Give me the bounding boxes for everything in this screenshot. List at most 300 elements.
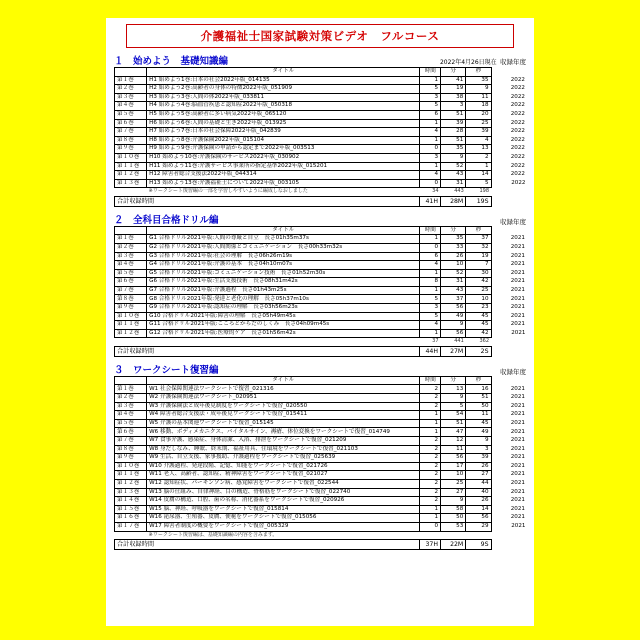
episode-year: 2021 — [510, 514, 525, 521]
note-hours — [420, 531, 441, 539]
total-row — [115, 346, 526, 356]
episode-table — [114, 376, 526, 550]
episode-year: 2021 — [510, 295, 525, 302]
episode-title: H13 始めよう13巻:介護福祉士について2022年版_003105 — [147, 179, 420, 188]
section-heading — [114, 214, 526, 226]
episode-hours: 5 — [420, 295, 441, 304]
note-row — [115, 531, 526, 539]
episode-title: W8 身だしなみ、睡眠、終末期、福祉用具、住環境をワークシートで復習_021103 — [147, 445, 420, 454]
episode-seconds: 23 — [466, 304, 491, 313]
note-minutes: 441 — [454, 338, 464, 345]
episode-seconds: 42 — [466, 278, 491, 287]
episode-minutes: 51 — [441, 419, 466, 428]
table-row — [115, 295, 526, 304]
episode-minutes: 41 — [441, 76, 466, 85]
episode-hours: 5 — [420, 85, 441, 94]
episode-hours: 1 — [420, 419, 441, 428]
episode-hours: 2 — [420, 402, 441, 411]
table-row — [115, 153, 526, 162]
episode-seconds: 18 — [466, 102, 491, 111]
episode-year: 2022 — [510, 145, 525, 152]
episode-seconds: 1 — [466, 162, 491, 171]
episode-minutes: 38 — [441, 93, 466, 102]
episode-seconds: 14 — [466, 171, 491, 180]
episode-minutes: 47 — [441, 428, 466, 437]
episode-hours: 2 — [420, 471, 441, 480]
episode-minutes: 35 — [441, 145, 466, 154]
episode-title: G1 合格ドリル2021年版:人間の尊厳と自立 長さ01h35m37s — [147, 235, 420, 244]
episode-seconds: 51 — [466, 394, 491, 403]
episode-number: 第５巻 — [115, 419, 147, 428]
episode-number: 第５巻 — [115, 269, 147, 278]
table-row — [115, 428, 526, 437]
episode-title: W3 介護保険法と成年後見制度をワークシートで復習_020550 — [147, 402, 420, 411]
total-label: 合計収録時間 — [115, 196, 420, 206]
episode-minutes: 33 — [441, 243, 466, 252]
episode-hours: 1 — [420, 286, 441, 295]
section-heading — [114, 364, 526, 376]
note-text: ※ワークシート復習編の一部を学習しやすいように編成しなおしました — [148, 188, 308, 195]
episode-minutes: 10 — [441, 471, 466, 480]
episode-number: 第７巻 — [115, 437, 147, 446]
episode-seconds: 35 — [466, 76, 491, 85]
episode-number: 第４巻 — [115, 261, 147, 270]
episode-year: 2021 — [510, 505, 525, 512]
episode-number: 第６巻 — [115, 278, 147, 287]
episode-hours: 1 — [420, 162, 441, 171]
header-seconds: 秒 — [466, 226, 491, 235]
episode-title: H7 始めよう7巻:日本の社会保障2022年版_042839 — [147, 128, 420, 137]
episode-number: 第３巻 — [115, 402, 147, 411]
episode-title: H6 始めよう6巻:人間の基礎と生き2022年版_013925 — [147, 119, 420, 128]
episode-year: 2021 — [510, 394, 525, 401]
episode-number: 第２巻 — [115, 394, 147, 403]
episode-seconds: 29 — [466, 522, 491, 531]
episode-minutes: 31 — [441, 278, 466, 287]
episode-year: 2021 — [510, 261, 525, 268]
episode-minutes: 3 — [441, 102, 466, 111]
episode-minutes: 10 — [441, 261, 466, 270]
episode-hours: 2 — [420, 462, 441, 471]
episode-hours: 2 — [420, 445, 441, 454]
episode-year: 2021 — [510, 304, 525, 311]
episode-seconds: 3 — [466, 445, 491, 454]
episode-number: 第３巻 — [115, 93, 147, 102]
year-header: 収録年度 — [500, 58, 526, 66]
total-seconds: 19S — [466, 196, 491, 206]
episode-seconds: 5 — [466, 179, 491, 188]
episode-minutes: 9 — [441, 321, 466, 330]
episode-table — [114, 67, 526, 207]
episode-title: G9 合格ドリル2021年版:認知症の理解 長さ03h56m23s — [147, 304, 420, 313]
note-hours: 37 — [432, 338, 439, 345]
episode-year: 2022 — [510, 102, 525, 109]
episode-hours: 1 — [420, 329, 441, 338]
episode-title: G5 合格ドリル2021年版:コミュニケーション技術 長さ01h52m30s — [147, 269, 420, 278]
episode-seconds: 39 — [466, 454, 491, 463]
note-seconds: 362 — [479, 338, 490, 345]
episode-title: G10 合格ドリル2021年版:障害の理解 長さ05h49m45s — [147, 312, 420, 321]
table-row — [115, 505, 526, 514]
table-row — [115, 419, 526, 428]
table-row — [115, 312, 526, 321]
episode-minutes: 56 — [441, 329, 466, 338]
episode-hours: 3 — [420, 304, 441, 313]
episode-number: 第４巻 — [115, 411, 147, 420]
episode-title: G2 合格ドリル2021年版:人間関係とコミュニケーション 長さ00h33m32s — [147, 243, 420, 252]
episode-seconds: 40 — [466, 488, 491, 497]
episode-number: 第７巻 — [115, 286, 147, 295]
table-row — [115, 171, 526, 180]
episode-hours: 2 — [420, 394, 441, 403]
episode-minutes: 35 — [441, 235, 466, 244]
episode-seconds: 44 — [466, 479, 491, 488]
episode-year: 2021 — [510, 480, 525, 487]
episode-title: H5 始めよう5巻:高齢者に多い病気2022年版_065120 — [147, 110, 420, 119]
episode-seconds: 25 — [466, 119, 491, 128]
episode-minutes: 58 — [441, 505, 466, 514]
table-row — [115, 110, 526, 119]
episode-hours: 6 — [420, 110, 441, 119]
episode-minutes: 27 — [441, 488, 466, 497]
episode-title: W17 障害者制度の概要をワークシートで復習_005329 — [147, 522, 420, 531]
episode-seconds: 11 — [466, 411, 491, 420]
note-year — [491, 531, 525, 539]
episode-year: 2022 — [510, 111, 525, 118]
episode-year: 2021 — [510, 428, 525, 435]
episode-year: 2022 — [510, 119, 525, 126]
episode-seconds: 4 — [466, 136, 491, 145]
table-row — [115, 128, 526, 137]
episode-minutes: 52 — [441, 162, 466, 171]
episode-seconds: 32 — [466, 243, 491, 252]
episode-number: 第１巻 — [115, 385, 147, 394]
episode-year: 2022 — [510, 76, 525, 83]
episode-seconds: 45 — [466, 312, 491, 321]
note-year — [491, 188, 525, 196]
episode-hours: 5 — [420, 312, 441, 321]
section-title: ３ ワークシート復習編 — [114, 364, 219, 376]
table-header-row — [115, 68, 526, 77]
episode-number: 第９巻 — [115, 454, 147, 463]
episode-minutes: 50 — [441, 514, 466, 523]
episode-title: G7 合格ドリル2021年版:介護過程 長さ01h43m25s — [147, 286, 420, 295]
episode-seconds: 26 — [466, 462, 491, 471]
table-header-row — [115, 226, 526, 235]
episode-seconds: 20 — [466, 110, 491, 119]
table-row — [115, 179, 526, 188]
episode-seconds: 27 — [466, 471, 491, 480]
year-header: 収録年度 — [500, 217, 526, 226]
section-meta — [440, 56, 526, 67]
episode-seconds: 13 — [466, 145, 491, 154]
episode-hours: 2 — [420, 488, 441, 497]
episode-minutes: 9 — [441, 153, 466, 162]
table-row — [115, 162, 526, 171]
note-spacer — [115, 338, 147, 346]
episode-hours: 0 — [420, 522, 441, 531]
section-title: ２ 全科目合格ドリル編 — [114, 214, 219, 226]
episode-number: 第９巻 — [115, 304, 147, 313]
episode-number: 第５巻 — [115, 110, 147, 119]
episode-number: 第６巻 — [115, 119, 147, 128]
episode-title: W4 障害者総合支援法・成年後見ワークシートで復習_015411 — [147, 411, 420, 420]
episode-number: 第１０巻 — [115, 312, 147, 321]
episode-seconds: 56 — [466, 514, 491, 523]
table-row — [115, 437, 526, 446]
episode-number: 第１３巻 — [115, 488, 147, 497]
episode-year: 2021 — [510, 471, 525, 478]
episode-year: 2021 — [510, 385, 525, 392]
episode-year: 2022 — [510, 136, 525, 143]
episode-minutes: 9 — [441, 497, 466, 506]
table-row — [115, 286, 526, 295]
episode-year: 2021 — [510, 419, 525, 426]
table-row — [115, 304, 526, 313]
episode-hours: 3 — [420, 93, 441, 102]
episode-seconds: 9 — [466, 85, 491, 94]
episode-number: 第１１巻 — [115, 471, 147, 480]
table-row — [115, 243, 526, 252]
total-hours: 37H — [420, 539, 441, 549]
episode-title: H3 始めよう3巻:人間の体2022年版_033811 — [147, 93, 420, 102]
episode-title: W1 社会保障関連法ワークシートで復習_021316 — [147, 385, 420, 394]
episode-number: 第１６巻 — [115, 514, 147, 523]
episode-number: 第１０巻 — [115, 153, 147, 162]
header-minutes: 分 — [441, 376, 466, 385]
episode-year: 2021 — [511, 523, 526, 530]
episode-title: W6 移動、ボディメカニクス、バイタルサイン、褥瘡、体位変換をワークシートで復習_014749 — [147, 428, 420, 437]
table-row — [115, 394, 526, 403]
table-row — [115, 471, 526, 480]
episode-minutes: 56 — [441, 304, 466, 313]
total-minutes: 22M — [441, 539, 466, 549]
episode-minutes: 13 — [441, 385, 466, 394]
episode-year: 2022 — [510, 128, 525, 135]
table-row — [115, 321, 526, 330]
table-row — [115, 278, 526, 287]
total-label: 合計収録時間 — [115, 539, 420, 549]
sections-container — [114, 55, 526, 550]
episode-hours: 1 — [420, 514, 441, 523]
episode-year: 2021 — [510, 488, 525, 495]
total-seconds: 9S — [466, 539, 491, 549]
note-text — [147, 338, 420, 346]
table-row — [115, 269, 526, 278]
table-row — [115, 462, 526, 471]
episode-year: 2021 — [510, 411, 525, 418]
episode-hours: 4 — [420, 128, 441, 137]
episode-title: W11 老人、高齢者、認知症、精神障害をワークシートで復習_021027 — [147, 471, 420, 480]
note-row — [115, 188, 526, 196]
episode-title: G8 合格ドリル2021年版:発達と老化の理解 長さ05h37m10s — [147, 295, 420, 304]
episode-number: 第１巻 — [115, 76, 147, 85]
episode-hours: 2 — [420, 454, 441, 463]
header-episode — [115, 68, 147, 77]
episode-number: 第８巻 — [115, 295, 147, 304]
total-year — [491, 196, 525, 206]
episode-minutes: 11 — [441, 445, 466, 454]
header-hours: 時間 — [420, 226, 441, 235]
episode-minutes: 53 — [441, 522, 466, 531]
episode-year: 2021 — [510, 402, 525, 409]
table-row — [115, 522, 526, 531]
table-row — [115, 76, 526, 85]
episode-title: H2 始めよう2巻:高齢者の身体の特徴2022年版_051909 — [147, 85, 420, 94]
total-hours: 41H — [420, 196, 441, 206]
episode-year: 2021 — [510, 437, 525, 444]
total-hours: 44H — [420, 346, 441, 356]
table-row — [115, 514, 526, 523]
episode-hours: 2 — [420, 479, 441, 488]
episode-number: 第１２巻 — [115, 329, 147, 338]
episode-minutes: 52 — [441, 269, 466, 278]
document-title: 介護福祉士国家試験対策ビデオ フルコース — [200, 29, 440, 43]
episode-seconds: 14 — [466, 505, 491, 514]
total-year — [491, 346, 525, 356]
episode-number: 第７巻 — [115, 128, 147, 137]
episode-minutes: 37 — [441, 295, 466, 304]
episode-number: 第９巻 — [115, 145, 147, 154]
episode-table — [114, 226, 526, 357]
table-row — [115, 93, 526, 102]
table-row — [115, 145, 526, 154]
episode-title: W14 皮膚の構造、口腔、歯の名称、消化器系をワークシートで復習_020926 — [147, 497, 420, 506]
header-title: タイトル — [147, 376, 420, 385]
episode-hours: 1 — [420, 235, 441, 244]
table-row — [115, 252, 526, 261]
episode-title: W15 脳、神経、呼吸器をワークシートで復習_015814 — [147, 505, 420, 514]
episode-minutes: 25 — [441, 479, 466, 488]
episode-title: W13 脳の仕組み、自律神経、目の構造、骨格筋をワークシートで復習_022740 — [147, 488, 420, 497]
episode-title: H12 障害者総合支援法2022年版_044314 — [147, 171, 420, 180]
year-header: 収録年度 — [500, 367, 526, 376]
episode-minutes: 5 — [441, 402, 466, 411]
episode-seconds: 9 — [466, 437, 491, 446]
episode-hours: 1 — [420, 136, 441, 145]
episode-title: W5 介護の基本関連ワークシートで復習_015145 — [147, 419, 420, 428]
episode-minutes: 28 — [441, 128, 466, 137]
episode-number: 第１巻 — [115, 235, 147, 244]
episode-year: 2022 — [510, 93, 525, 100]
header-episode — [115, 376, 147, 385]
episode-hours: 0 — [420, 145, 441, 154]
episode-seconds: 25 — [466, 286, 491, 295]
episode-title: W2 介護保険関連法ワークシート_020951 — [147, 394, 420, 403]
episode-seconds: 49 — [466, 428, 491, 437]
episode-seconds: 45 — [466, 321, 491, 330]
table-row — [115, 445, 526, 454]
episode-year: 2021 — [510, 244, 525, 250]
total-row — [115, 196, 526, 206]
table-row — [115, 85, 526, 94]
table-row — [115, 488, 526, 497]
episode-year: 2021 — [510, 286, 525, 293]
episode-title: H11 始めよう11巻:介護サービス事業所の指定基準2022年版_015201 — [147, 162, 420, 171]
total-row — [115, 539, 526, 549]
note-row — [115, 338, 526, 346]
table-row — [115, 102, 526, 111]
episode-hours: 1 — [420, 411, 441, 420]
episode-year: 2022 — [510, 85, 525, 92]
episode-minutes: 39 — [441, 119, 466, 128]
note-spacer — [115, 188, 147, 196]
episode-number: 第８巻 — [115, 445, 147, 454]
table-row — [115, 402, 526, 411]
episode-title: H4 始めよう4巻:脳血管疾患と認知症2022年版_050318 — [147, 102, 420, 111]
episode-year: 2022 — [510, 162, 525, 169]
episode-year: 2021 — [511, 329, 526, 336]
total-label: 合計収録時間 — [115, 346, 420, 356]
episode-number: 第１５巻 — [115, 505, 147, 514]
header-title: タイトル — [147, 68, 420, 77]
episode-hours: 1 — [420, 428, 441, 437]
total-minutes: 27M — [441, 346, 466, 356]
episode-number: 第１０巻 — [115, 462, 147, 471]
note-minutes: 443 — [454, 188, 464, 195]
episode-hours: 3 — [420, 153, 441, 162]
header-episode — [115, 226, 147, 235]
episode-minutes: 43 — [441, 171, 466, 180]
table-row — [115, 497, 526, 506]
episode-hours: 1 — [420, 119, 441, 128]
episode-seconds: 39 — [466, 128, 491, 137]
episode-hours: 2 — [420, 385, 441, 394]
table-row — [115, 136, 526, 145]
note-spacer — [115, 531, 147, 539]
episode-hours: 1 — [420, 505, 441, 514]
episode-title: G3 合格ドリル2021年版:社会の理解 長さ06h26m19s — [147, 252, 420, 261]
episode-hours: 0 — [420, 179, 441, 188]
episode-seconds: 45 — [466, 419, 491, 428]
episode-title: W7 食事介護、感染症、身体清潔、入浴、排泄をワークシートで復習_021209 — [147, 437, 420, 446]
section-heading — [114, 55, 526, 67]
header-year — [491, 68, 525, 77]
episode-title: W10 介護過程、発達段階、記憶、知能をワークシートで復習_021726 — [147, 462, 420, 471]
episode-minutes: 26 — [441, 252, 466, 261]
episode-minutes: 51 — [441, 110, 466, 119]
episode-title: G6 合格ドリル2021年版:生活支援技術 長さ08h31m42s — [147, 278, 420, 287]
episode-year: 2021 — [510, 454, 525, 461]
table-row — [115, 235, 526, 244]
episode-seconds: 11 — [466, 93, 491, 102]
header-hours: 時間 — [420, 376, 441, 385]
note-hours: 34 — [432, 188, 439, 195]
episode-year: 2021 — [510, 235, 525, 242]
episode-number: 第２巻 — [115, 243, 147, 252]
section-title: １ 始めよう 基礎知識編 — [114, 56, 229, 67]
document-sheet — [106, 18, 534, 626]
episode-year: 2021 — [510, 278, 525, 285]
episode-seconds: 2 — [466, 153, 491, 162]
episode-minutes: 31 — [441, 179, 466, 188]
episode-number: 第１１巻 — [115, 162, 147, 171]
episode-year: 2021 — [510, 269, 525, 276]
table-row — [115, 119, 526, 128]
episode-title: G12 合格ドリル2021年版:医療的ケア 長さ01h56m42s — [147, 329, 420, 338]
table-row — [115, 411, 526, 420]
note-seconds — [466, 531, 491, 539]
episode-year: 2021 — [510, 497, 525, 504]
episode-number: 第２巻 — [115, 85, 147, 94]
episode-seconds: 10 — [466, 295, 491, 304]
episode-hours: 4 — [420, 321, 441, 330]
note-minutes — [441, 531, 466, 539]
header-seconds: 秒 — [466, 376, 491, 385]
episode-number: 第８巻 — [115, 136, 147, 145]
header-year — [491, 376, 525, 385]
episode-number: 第４巻 — [115, 102, 147, 111]
